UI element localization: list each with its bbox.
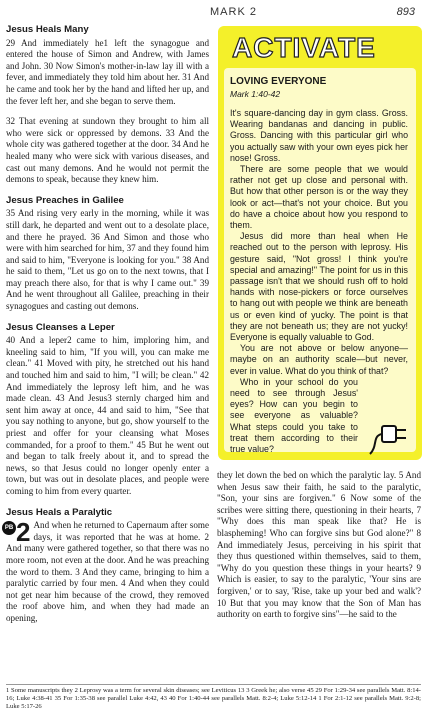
verse-text: And when he returned to Capernaum after some days, it was reported that he was at home. 2 And many were gathered together, so that there was no more room, not even at the door. And he was preaching the word to them. 3 And they came, bringing to him a paralytic carried by four men. 4 And when they could not get near him because of the crowd, they removed the roof above him, and when they had made an opening, [6, 520, 209, 623]
footnotes: 1 Some manuscripts they 2 Leprosy was a term for several skin diseases; see Leviticus 13 3 Greek he; also verse 45 29 For 1:29-34 see parallels Matt. 8:14-16; Luke 4:38-41 35 For 1:35-38 see parallel Luke 4:42, 43 40 For 1:40-44 see parallels Matt. 8:2-4; Luke 5:12-14 1 For 2:1-12 see parallels Matt. 9:2-8; Luke 5:17-26 [6, 684, 421, 712]
section-heading: Jesus Heals Many [6, 24, 89, 35]
activate-question: Who in your school do you need to see through Jesus' eyes? How can you begin to see everyone as valuable? What steps could you take to treat them according to their true value? [230, 376, 358, 455]
activate-title: ACTIVATE [232, 32, 376, 63]
right-column-text [217, 470, 421, 630]
page-header [0, 6, 427, 22]
verse-paragraph: 40 And a leper2 came to him, imploring him, and kneeling said to him, "If you will, you can make me clean." 41 Moved with pity, he stretched out his hand and touched him and said to him, "I will; be clean." 42 And immediately the leprosy left him, and he was made clean. 43 And Jesus3 sternly charged him and sent him away at once, 44 and said to him, "See that you say nothing to anyone, but go, show yourself to the priest and offer for your cleansing what Moses commanded, for a proof to them." 45 But he went out and began to talk freely about it, and to spread the news, so that Jesus could no longer openly enter a town, but was out in desolate places, and people were coming to him from every quarter. [6, 335, 209, 496]
activate-subtitle: LOVING EVERYONE [230, 76, 327, 87]
activate-paragraph: You are not above or below anyone—maybe on an authority scale—but never, ever in value. What do you think of that? [230, 343, 408, 376]
activate-paragraph: Jesus did more than heal when He reached out to the person with leprosy. His gesture said, "Not gross! I think you're special and amazing!" The point for us in this passage isn't that we should rush off to hold hands with nose-pickers or force ourselves to hang out with people we think are beneath us or even kind of yucky. The point is that they are not beneath us; they are not yucky! Everyone is equally valuable to God. [230, 231, 408, 343]
running-head: MARK 2 [210, 6, 257, 18]
activate-body [230, 108, 408, 455]
chapter-number: 2 [16, 517, 31, 548]
verse-paragraph: they let down the bed on which the paralytic lay. 5 And when Jesus saw their faith, he said to the paralytic, "Son, your sins are forgiven." 6 Now some of the scribes were sitting there, questioning in their hearts, 7 "Why does this man speak like that? He is blaspheming! Who can forgive sins but God alone?" 8 And immediately Jesus, perceiving in his spirit that they thus questioned within themselves, said to them, "Why do you question these things in your hearts? 9 Which is easier, to say to the paralytic, 'Your sins are forgiven,' or to say, 'Rise, take up your bed and walk'? 10 But that you may know that the Son of Man has authority on earth to forgive sins"—he said to the [217, 470, 421, 620]
activate-paragraph: It's square-dancing day in gym class. Gross. Wearing bandanas and dancing in public. Gross. Dancing with this particular girl who you actually saw with your own eyes pick her nose! Gross. [230, 108, 408, 163]
activate-reference: Mark 1:40-42 [230, 89, 281, 99]
section-heading: Jesus Heals a Paralytic [6, 506, 113, 518]
activate-box [218, 26, 422, 460]
plug-icon [368, 416, 416, 456]
page-number: 893 [396, 6, 415, 18]
chapter-marker-badge: PB [2, 521, 16, 535]
activate-paragraph: There are some people that we would rather not get up close and personal with. But how that other person is or the way they look or act—that's not your choice. But you do have a choice about how you respond to them. [230, 164, 408, 231]
left-column [6, 24, 209, 634]
section-heading: Jesus Preaches in Galilee [6, 194, 124, 206]
section-heading: Jesus Cleanses a Leper [6, 321, 115, 333]
verse-paragraph: 35 And rising very early in the morning, while it was still dark, he departed and went out to a desolate place, and there he prayed. 36 And Simon and those who were with him searched for him, 37 and they found him and said to him, "Everyone is looking for you." 38 And he said to them, "Let us go on to the next towns, that I may preach there also, for that is why I came out." 39 And he went throughout all Galilee, preaching in their synagogues and casting out demons. [6, 208, 209, 312]
verse-paragraph: 29 And immediately he1 left the synagogue and entered the house of Simon and Andrew, with James and John. 30 Now Simon's mother-in-law lay ill with a fever, and immediately they told him about her. 31 And he came and took her by the hand and lifted her up, and the fever left her, and she began to serve them. [6, 37, 209, 106]
verse-paragraph: 32 That evening at sundown they brought to him all who were sick or oppressed by demons. 33 And the whole city was gathered together at the door. 34 And he healed many who were sick with various diseases, and cast out many demons. And he would not permit the demons to speak, because they knew him. [6, 116, 209, 185]
verse-paragraph [4, 517, 209, 624]
